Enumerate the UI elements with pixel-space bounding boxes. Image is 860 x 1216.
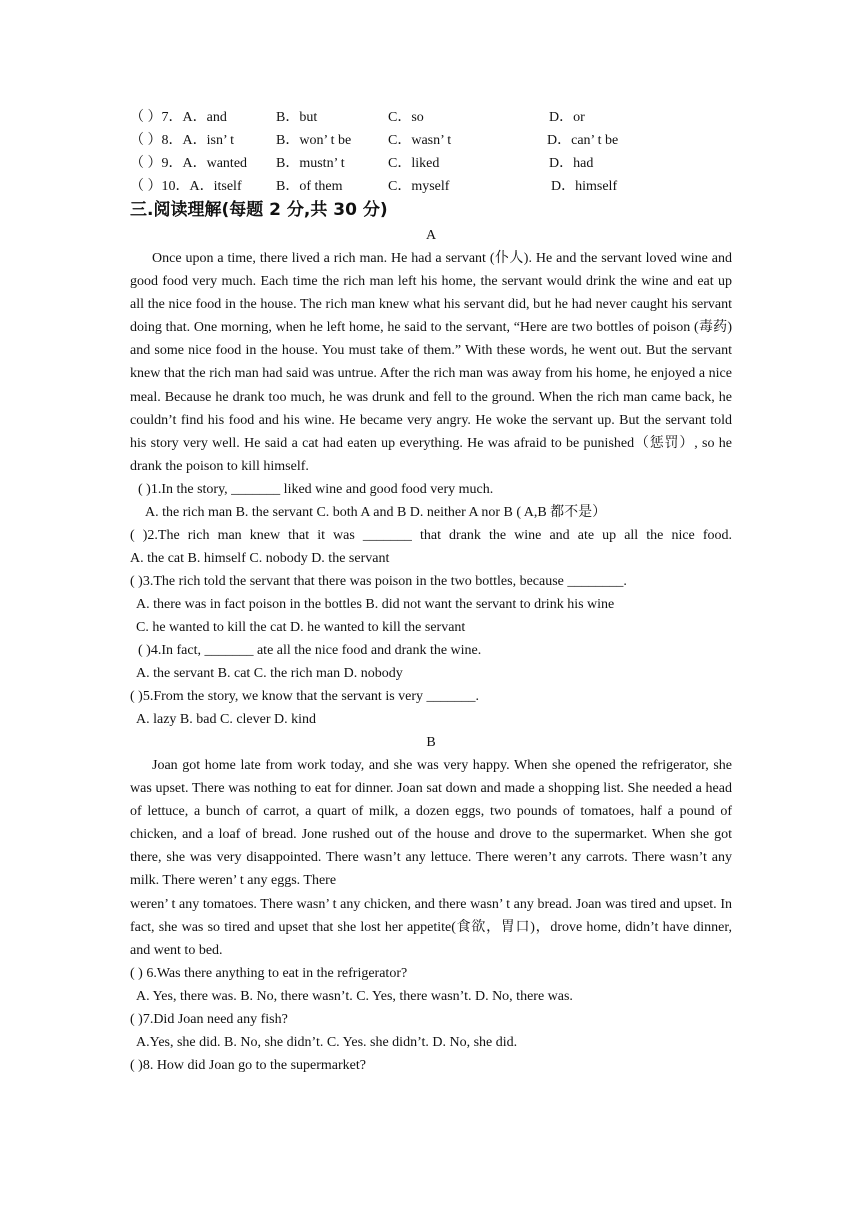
- question-8: ( )8. How did Joan go to the supermarket?: [130, 1057, 366, 1073]
- question-7-options: A.Yes, she did. B. No, she didn’t. C. Yes. she didn’t. D. No, she did.: [136, 1034, 518, 1050]
- passage-a-label: A: [425, 228, 437, 243]
- cloze-option-d: D．had: [549, 156, 594, 171]
- question-5: ( )5.From the story, we know that the servant is very _______.: [130, 688, 480, 704]
- cloze-option-d: D．himself: [551, 179, 618, 194]
- cloze-number: （ ）9．A．wanted: [130, 156, 248, 171]
- question-4-options: A. the servant B. cat C. the rich man D. nobody: [136, 665, 403, 681]
- cloze-number: （ ）8．A．isn’ t: [130, 133, 234, 148]
- passage-b-label: B: [426, 734, 436, 750]
- document-content: [130, 106, 732, 1077]
- cloze-option-b: B．of them: [276, 179, 343, 194]
- cloze-option-d: D．can’ t be: [547, 133, 619, 148]
- question-2: ( )2.The rich man knew that it was _______ that drank the wine and ate up all the nice food.: [130, 527, 732, 543]
- question-1-options: A. the rich man B. the servant C. both A and B D. neither A nor B ( A,B 都不是）: [145, 504, 607, 520]
- cloze-option-d: D．or: [549, 110, 585, 125]
- section-heading: 三.阅读理解(每题 2 分,共 30 分): [130, 200, 388, 220]
- cloze-number: （ ）10．A．itself: [130, 179, 242, 194]
- cloze-row: [130, 129, 732, 152]
- cloze-number: （ ）7．A．and: [130, 110, 227, 125]
- passage-b-text-1: Joan got home late from work today, and she was very happy. When she opened the refrigerator, she was upset. There was nothing to eat for dinner. Joan sat down and made a shopping list. She needed a head of lettuce, a bunch of carrot, a quart of milk, a dozen eggs, two pounds of tomatoes, half a pound of chicken, and a loaf of bread. Jone rushed out of the house and drove to the supermarket. When she got there, she was very disappointed. There wasn’t any lettuce. There weren’t any carrots. There wasn’t any milk. There weren’ t any eggs. There: [130, 757, 732, 889]
- passage-a-text: Once upon a time, there lived a rich man. He had a servant (仆人). He and the servant loved wine and good food very much. Each time the rich man left his home, the servant would drink the wine and eat up all the nice food in the house. The rich man knew what his servant did, but he had never caught his servant doing that. One morning, when he left home, he said to the servant, “Here are two bottles of poison (毒药) and some nice food in the house. You must take of them.” With these words, he went out. But the servant knew that the rich man had said was untrue. After the rich man was away from his home, he enjoyed a nice meal. Because he drank too much, he was drunk and fell to the ground. When the rich man came back, he couldn’t find his food and his wine. He became very angry. He woke the servant up. But the servant told his story very well. He said a cat had eaten up everything. He was afraid to be punished（惩罚）, so he drank the poison to kill himself.: [130, 251, 732, 474]
- cloze-option-b: B．mustn’ t: [276, 156, 345, 171]
- cloze-row: [130, 175, 732, 198]
- cloze-option-b: B．won’ t be: [276, 133, 352, 148]
- cloze-option-c: C．wasn’ t: [388, 133, 452, 148]
- question-3-options: A. there was in fact poison in the bottles B. did not want the servant to drink his wine: [136, 596, 615, 612]
- question-3: ( )3.The rich told the servant that there was poison in the two bottles, because ________.: [130, 573, 627, 589]
- cloze-options: [130, 106, 732, 198]
- question-3-options-2: C. he wanted to kill the cat D. he wanted to kill the servant: [136, 619, 466, 635]
- question-6: ( ) 6.Was there anything to eat in the refrigerator?: [130, 965, 408, 981]
- cloze-row: [130, 106, 732, 129]
- question-7: ( )7.Did Joan need any fish?: [130, 1011, 288, 1027]
- cloze-row: [130, 152, 732, 175]
- question-6-options: A. Yes, there was. B. No, there wasn’t. C. Yes, there wasn’t. D. No, there was.: [136, 988, 573, 1004]
- cloze-option-b: B．but: [276, 110, 318, 125]
- question-5-options: A. lazy B. bad C. clever D. kind: [136, 711, 317, 727]
- question-1: ( )1.In the story, _______ liked wine and good food very much.: [138, 481, 494, 497]
- question-4: ( )4.In fact, _______ ate all the nice food and drank the wine.: [138, 642, 482, 658]
- question-2-options: A. the cat B. himself C. nobody D. the servant: [130, 550, 390, 566]
- passage-b-text-2: weren’ t any tomatoes. There wasn’ t any chicken, and there wasn’ t any bread. Joan was tired and upset. In fact, she was so tired and upset that she lost her appetite(食欲，胃口)，drove home, didn’t have dinner, and went to bed.: [130, 896, 732, 958]
- cloze-option-c: C．liked: [388, 156, 440, 171]
- cloze-option-c: C．so: [388, 110, 424, 125]
- cloze-option-c: C．myself: [388, 179, 450, 194]
